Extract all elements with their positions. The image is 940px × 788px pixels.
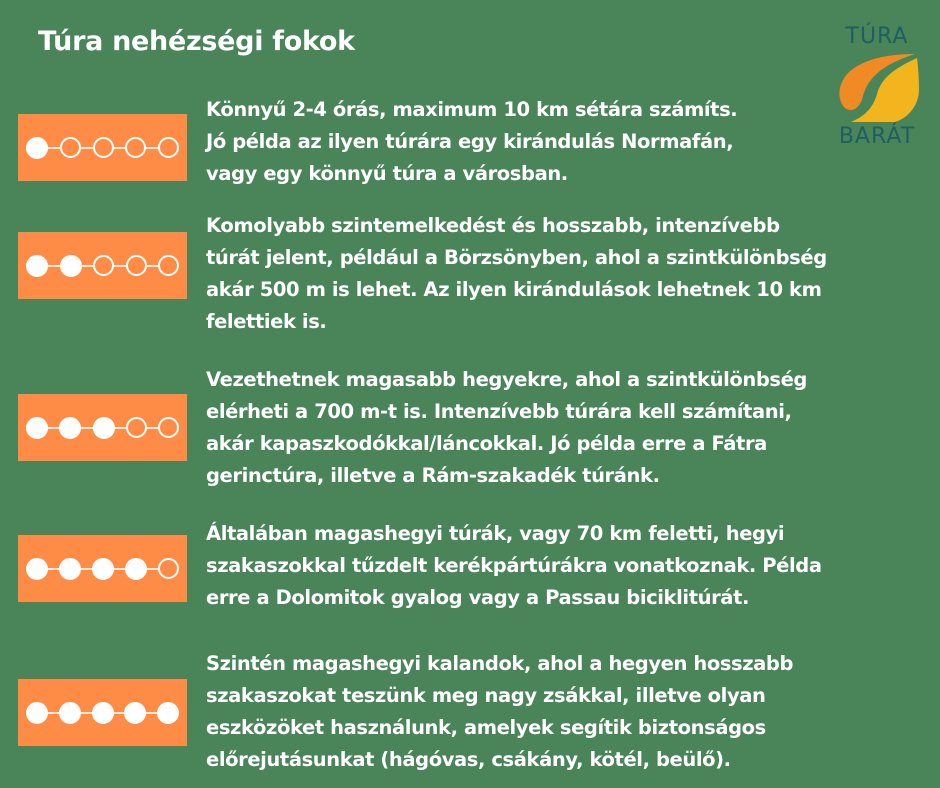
- filled-dot-icon: [59, 417, 81, 439]
- filled-dot-icon: [26, 558, 48, 580]
- empty-dot-icon: [158, 417, 179, 438]
- description-line: gerinctúra, illetve a Rám-szakadék túránk.: [206, 464, 660, 487]
- difficulty-dots: [26, 701, 179, 725]
- description-line: akár 500 m is lehet. Az ilyen kirándulások lehetnek 10 km: [206, 278, 822, 301]
- description-line: szakaszokkal tűzdelt kerékpártúrákra vonatkoznak. Példa: [206, 554, 822, 577]
- filled-dot-icon: [26, 702, 48, 724]
- filled-dot-icon: [125, 558, 147, 580]
- empty-dot-icon: [93, 137, 114, 158]
- difficulty-level-3-indicator: [18, 394, 187, 461]
- filled-dot-icon: [60, 255, 82, 277]
- description-line: elérheti a 700 m-t is. Intenzívebb túrára kell számítani,: [206, 400, 792, 423]
- empty-dot-icon: [60, 137, 81, 158]
- description-line: felettiek is.: [206, 310, 327, 333]
- description-line: Könnyű 2-4 órás, maximum 10 km sétára számíts.: [206, 98, 738, 121]
- difficulty-dots: [26, 416, 179, 440]
- description-line: túrát jelent, például a Börzsönyben, ahol a szintkülönbség: [206, 246, 827, 269]
- description-line: Szintén magashegyi kalandok, ahol a hegyen hosszabb: [206, 652, 794, 675]
- filled-dot-icon: [26, 137, 48, 159]
- filled-dot-icon: [59, 558, 81, 580]
- empty-dot-icon: [125, 137, 146, 158]
- logo-top-text: TÚRA: [845, 24, 909, 49]
- description-line: szakaszokat teszünk meg nagy zsákkal, illetve olyan: [206, 684, 766, 707]
- description-line: Jó példa az ilyen túrára egy kirándulás Normafán,: [206, 130, 734, 153]
- empty-dot-icon: [93, 255, 114, 276]
- difficulty-level-4-description: [206, 518, 926, 614]
- empty-dot-icon: [158, 137, 179, 158]
- filled-dot-icon: [157, 702, 179, 724]
- empty-dot-icon: [126, 255, 147, 276]
- filled-dot-icon: [26, 255, 48, 277]
- filled-dot-icon: [26, 417, 48, 439]
- difficulty-level-5-indicator: [18, 679, 187, 746]
- difficulty-level-2-description: [206, 210, 926, 338]
- difficulty-level-1-indicator: [18, 114, 187, 181]
- difficulty-level-3-description: [206, 364, 926, 492]
- difficulty-level-4-indicator: [18, 535, 187, 602]
- logo-bottom-text: BARÁT: [838, 124, 916, 149]
- filled-dot-icon: [92, 558, 114, 580]
- page-title: Túra nehézségi fokok: [38, 26, 355, 57]
- filled-dot-icon: [93, 417, 115, 439]
- description-line: Általában magashegyi túrák, vagy 70 km feletti, hegyi: [206, 522, 785, 545]
- description-line: Vezethetnek magasabb hegyekre, ahol a szintkülönbség: [206, 368, 807, 391]
- difficulty-dots: [26, 136, 179, 160]
- description-line: akár kapaszkodókkal/láncokkal. Jó példa erre a Fátra: [206, 432, 767, 455]
- description-line: előrejutásunkat (hágóvas, csákány, kötél, beülő).: [206, 748, 731, 771]
- description-line: erre a Dolomitok gyalog vagy a Passau biciklitúrát.: [206, 586, 749, 609]
- empty-dot-icon: [158, 255, 179, 276]
- difficulty-dots: [26, 254, 179, 278]
- filled-dot-icon: [92, 702, 114, 724]
- difficulty-level-2-indicator: [18, 232, 187, 299]
- difficulty-dots: [26, 557, 179, 581]
- difficulty-level-5-description: [206, 648, 926, 776]
- filled-dot-icon: [59, 702, 81, 724]
- difficulty-level-1-description: [206, 94, 926, 190]
- empty-dot-icon: [126, 417, 147, 438]
- description-line: Komolyabb szintemelkedést és hosszabb, intenzívebb: [206, 214, 780, 237]
- empty-dot-icon: [158, 558, 179, 579]
- description-line: eszközöket használunk, amelyek segítik biztonságos: [206, 716, 766, 739]
- filled-dot-icon: [124, 702, 146, 724]
- description-line: vagy egy könnyű túra a városban.: [206, 162, 568, 185]
